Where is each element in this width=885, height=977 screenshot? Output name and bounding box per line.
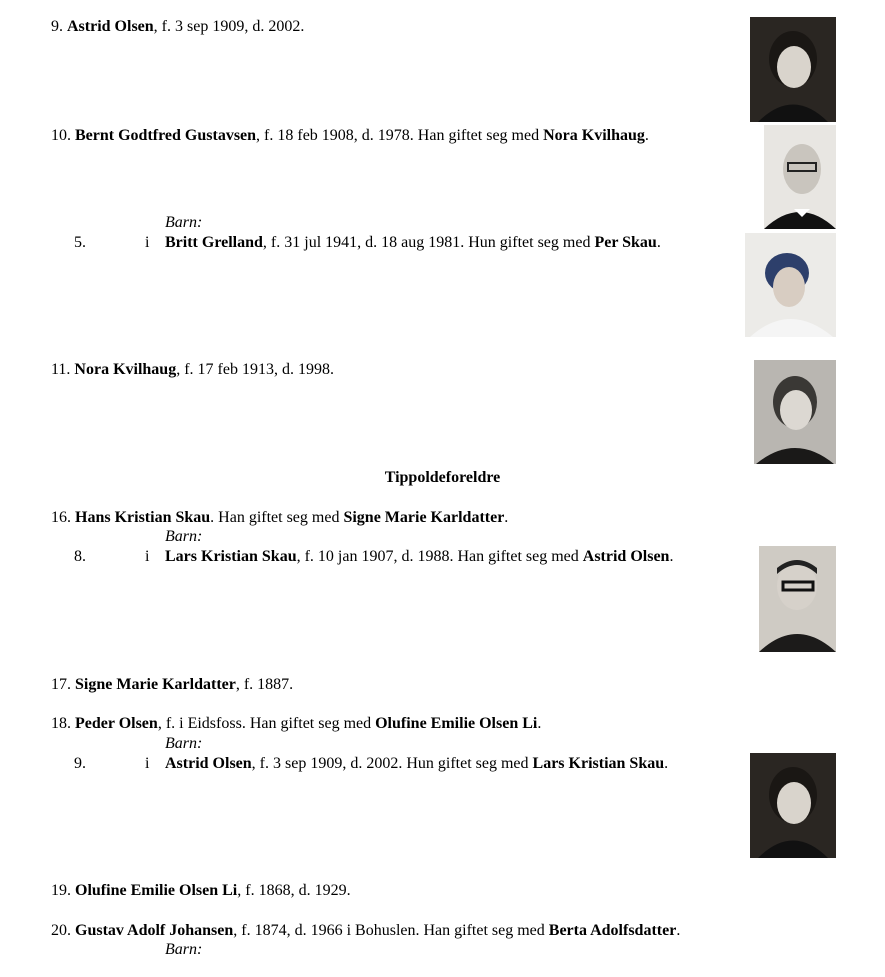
children-label: Barn: — [165, 214, 203, 231]
spouse-name: Signe Marie Karldatter — [343, 509, 505, 526]
spouse-name: Astrid Olsen — [582, 548, 670, 565]
spouse-name: Lars Kristian Skau — [532, 755, 665, 772]
person-name: Gustav Adolf Johansen — [75, 922, 234, 939]
entry-9: 9. Astrid Olsen, f. 3 sep 1909, d. 2002. — [51, 18, 305, 35]
children-label: Barn: — [165, 735, 203, 752]
child-number: 9. — [74, 755, 86, 772]
child-lars-kristian-skau: Lars Kristian Skau, f. 10 jan 1907, d. 1988. Han giftet seg med Astrid Olsen. — [165, 548, 674, 565]
entry-10: 10. Bernt Godtfred Gustavsen, f. 18 feb 1908, d. 1978. Han giftet seg med Nora Kvilhaug. — [51, 127, 649, 144]
child-index: i — [145, 755, 150, 772]
portrait-photo-bernt-gustavsen — [764, 125, 836, 229]
portrait-photo-britt-grelland — [745, 233, 836, 337]
entry-19: 19. Olufine Emilie Olsen Li, f. 1868, d. 1929. — [51, 882, 351, 899]
person-name: Olufine Emilie Olsen Li — [75, 882, 238, 899]
person-name: Astrid Olsen — [67, 18, 154, 35]
person-name: Britt Grelland — [165, 234, 263, 251]
person-name: Lars Kristian Skau — [165, 548, 297, 565]
section-heading: Tippoldeforeldre — [384, 469, 501, 486]
children-label: Barn: — [165, 528, 203, 545]
child-number: 5. — [74, 234, 86, 251]
child-britt-grelland: Britt Grelland, f. 31 jul 1941, d. 18 aug 1981. Hun giftet seg med Per Skau. — [165, 234, 661, 251]
entry-16: 16. Hans Kristian Skau. Han giftet seg med Signe Marie Karldatter. — [51, 509, 509, 526]
entry-11: 11. Nora Kvilhaug, f. 17 feb 1913, d. 1998. — [51, 361, 334, 378]
children-label: Barn: — [165, 941, 203, 958]
child-index: i — [145, 234, 150, 251]
child-number: 8. — [74, 548, 86, 565]
entry-17: 17. Signe Marie Karldatter, f. 1887. — [51, 676, 294, 693]
person-name: Signe Marie Karldatter — [75, 676, 236, 693]
spouse-name: Berta Adolfsdatter — [548, 922, 677, 939]
portrait-photo-nora-kvilhaug — [754, 360, 836, 464]
portrait-photo-astrid-olsen — [750, 753, 836, 858]
portrait-photo-astrid-olsen — [750, 17, 836, 122]
child-astrid-olsen: Astrid Olsen, f. 3 sep 1909, d. 2002. Hun giftet seg med Lars Kristian Skau. — [165, 755, 669, 772]
person-name: Peder Olsen — [75, 715, 158, 732]
portrait-photo-lars-kristian-skau — [759, 546, 836, 652]
person-name: Hans Kristian Skau — [75, 509, 211, 526]
spouse-name: Per Skau — [594, 234, 657, 251]
person-name: Bernt Godtfred Gustavsen — [75, 127, 257, 144]
spouse-name: Olufine Emilie Olsen Li — [375, 715, 538, 732]
person-name: Astrid Olsen — [165, 755, 252, 772]
entry-20: 20. Gustav Adolf Johansen, f. 1874, d. 1966 i Bohuslen. Han giftet seg med Berta Adolfsdatter. — [51, 922, 681, 939]
child-index: i — [145, 548, 150, 565]
person-name: Nora Kvilhaug — [74, 361, 177, 378]
spouse-name: Nora Kvilhaug — [543, 127, 645, 144]
entry-18: 18. Peder Olsen, f. i Eidsfoss. Han giftet seg med Olufine Emilie Olsen Li. — [51, 715, 542, 732]
